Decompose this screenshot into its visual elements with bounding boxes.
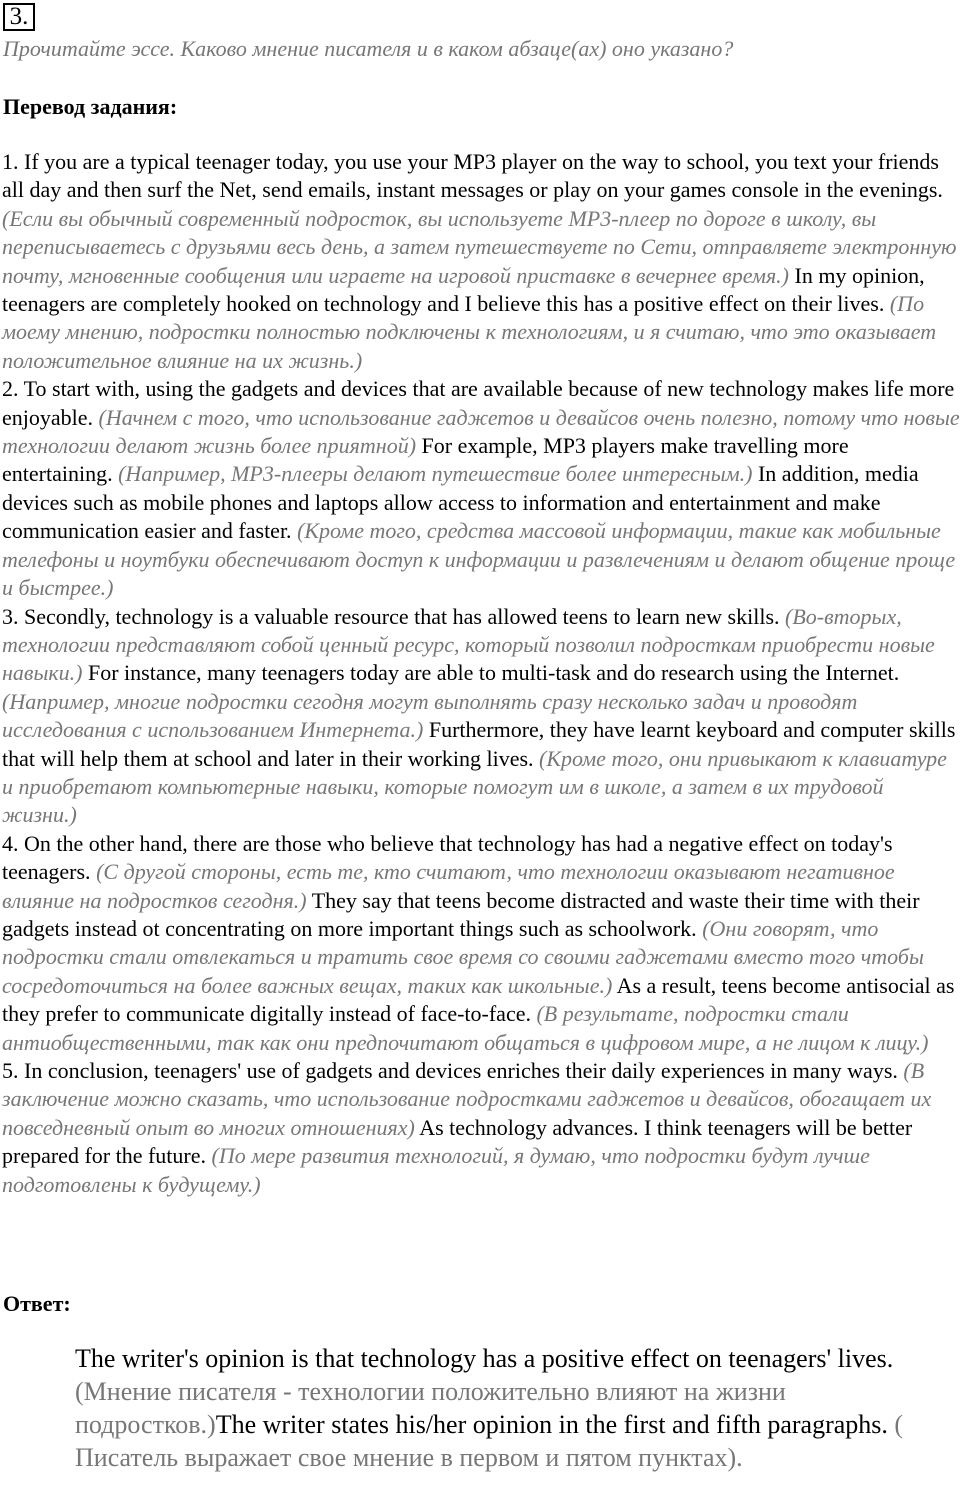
russian-translation: (Например, MP3-плееры делают путешествие более интересным.) [118, 461, 753, 487]
russian-translation: (По мере развития технологий, я думаю, что подростки будут лучше подготовлены к будущему.) [2, 1143, 870, 1197]
russian-translation: (Они говорят, что подростки стали отвлекаться и тратить свое время со своими гаджетами вместо того чтобы сосредоточиться на более важных вещах, таких как школьные.) [2, 915, 924, 998]
english-sentence: 4. On the other hand, there are those who believe that technology has had a negative effect on today's teenagers. [2, 830, 893, 885]
answer-english: The writer states his/her opinion in the first and fifth paragraphs. [215, 1410, 888, 1439]
russian-translation: (Кроме того, они привыкают к клавиатуре и приобретают компьютерные навыки, которые помогут им в школе, а затем в их трудовой жизни.) [2, 745, 947, 828]
russian-translation: (В заключение можно сказать, что использование подростками гаджетов и девайсов, обогащает их повседневный опыт во многих отношениях) [2, 1058, 932, 1140]
russian-translation: (По моему мнению, подростки полностью подключены к технологиям, и я считаю, что это оказывает положительное влияние на их жизнь.) [2, 291, 937, 373]
russian-translation: (Начнем с того, что использование гаджетов и девайсов очень полезно, потому что новые технологии делают жизнь более приятной) [2, 404, 960, 459]
translation-heading: Перевод задания: [3, 94, 178, 119]
russian-translation: (Во-вторых, технологии представляют собой ценный ресурс, который позволил подросткам приобрести новые навыки.) [2, 603, 935, 686]
english-sentence: Furthermore, they have learnt keyboard and computer skills that will help them at school and later in their working lives. [2, 717, 956, 771]
english-sentence: 1. If you are a typical teenager today, you use your MP3 player on the way to school, you text your friends all day and then surf the Net, send emails, instant messages or play on your games console in the evenings. [2, 149, 943, 203]
russian-translation: (С другой стороны, есть те, кто считают, что технологии оказывают негативное влияние на подростков сегодня.) [2, 859, 895, 913]
essay [2, 148, 960, 1199]
essay-paragraph [2, 375, 960, 602]
russian-translation: (Например, многие подростки сегодня могут выполнять сразу несколько задач и проводят исследования с использованием Интернета.) [2, 688, 858, 743]
english-sentence: As a result, teens become antisocial as they prefer to communicate digitally instead of face-to-face. [2, 972, 955, 1027]
answer-english: The writer's opinion is that technology has a positive effect on teenagers' lives. [75, 1344, 894, 1373]
english-sentence: 2. To start with, using the gadgets and devices that are available because of new technology makes life more enjoyable. [2, 376, 955, 430]
essay-paragraph [2, 1057, 960, 1199]
answer-heading: Ответ: [3, 1291, 71, 1316]
english-sentence: In addition, media devices such as mobile phones and laptops allow access to information and entertainment and make communication easier and faster. [2, 461, 919, 544]
essay-paragraph [2, 830, 960, 1057]
english-sentence: As technology advances. I think teenagers will be better prepared for the future. [2, 1114, 913, 1169]
answer-text [75, 1342, 945, 1474]
russian-translation: (Если вы обычный современный подросток, вы используете MP3-плеер по дороге в школу, вы переписываетесь с друзьями весь день, а затем путешествуете по Сети, отправляете электронную почту, мгновенные сообщения или играете на игровой приставке в вечернее время.) [2, 205, 957, 288]
english-sentence: 3. Secondly, technology is a valuable resource that has allowed teens to learn new skills. [2, 603, 780, 629]
russian-translation: (Кроме того, средства массовой информации, такие как мобильные телефоны и ноутбуки обеспечивают доступ к информации и развлечениям и делают общение проще и быстрее.) [2, 518, 956, 601]
russian-translation: (В результате, подростки стали антиобщественными, так как они предпочитают общаться в цифровом мире, а не лицом к лицу.) [2, 1001, 929, 1055]
essay-paragraph [2, 148, 960, 375]
answer-russian: ( Писатель выражает свое мнение в первом и пятом пунктах). [75, 1410, 904, 1472]
english-sentence: For example, MP3 players make travelling more entertaining. [2, 433, 849, 487]
english-sentence: They say that teens become distracted and waste their time with their gadgets instead ot concentrating on more important things such as schoolwork. [2, 887, 920, 941]
answer-russian: (Мнение писателя - технологии положительно влияют на жизни подростков.) [75, 1377, 786, 1439]
task-text: Прочитайте эссе. Каково мнение писателя и в каком абзаце(ах) оно указано? [3, 36, 734, 61]
english-sentence: In my opinion, teenagers are completely hooked on technology and I believe this has a positive effect on their lives. [2, 262, 925, 317]
essay-paragraph [2, 603, 960, 830]
english-sentence: 5. In conclusion, teenagers' use of gadgets and devices enriches their daily experiences in many ways. [2, 1058, 898, 1083]
exercise-number: 3. [3, 3, 35, 31]
english-sentence: For instance, many teenagers today are able to multi-task and do research using the Internet. [87, 660, 900, 686]
